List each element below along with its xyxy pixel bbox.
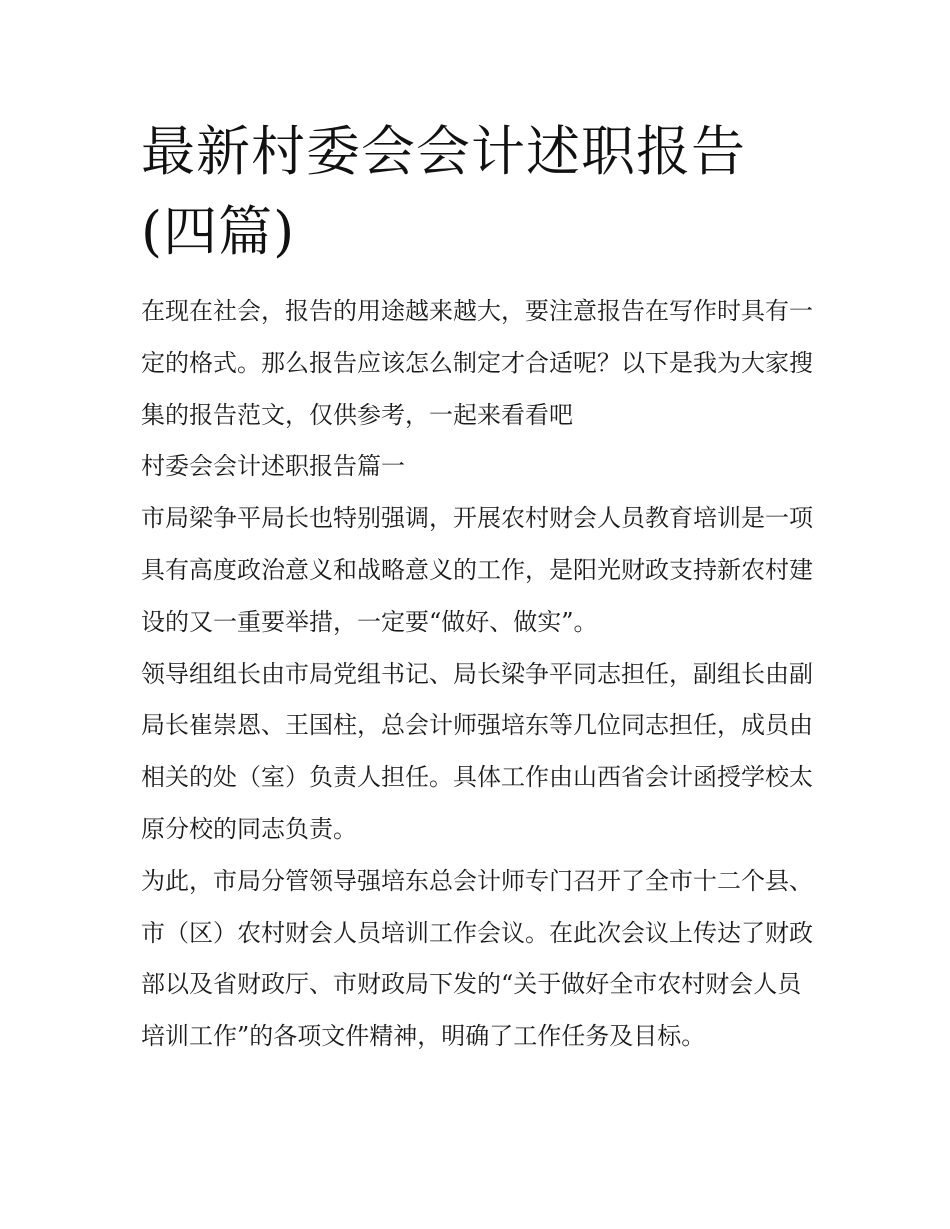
body-paragraph: 市局梁争平局长也特别强调，开展农村财会人员教育培训是一项具有高度政治意义和战略意义的工作，是阳光财政支持新农村建设的又一重要举措，一定要“做好、做实”。 — [141, 504, 813, 636]
intro-paragraph: 在现在社会，报告的用途越来越大，要注意报告在写作时具有一定的格式。那么报告应该怎么制定才合适呢？以下是我为大家搜集的报告范文，仅供参考，一起来看看吧 — [141, 297, 813, 429]
document-title: 最新村委会会计述职报告(四篇) — [141, 120, 746, 263]
body-paragraph: 为此，市局分管领导强培东总会计师专门召开了全市十二个县、市（区）农村财会人员培训工作会议。在此次会议上传达了财政部以及省财政厅、市财政局下发的“关于做好全市农村财会人员培训工作”的各项文件精神，明确了工作任务及目标。 — [141, 866, 813, 1051]
body-paragraph: 领导组组长由市局党组书记、局长梁争平同志担任，副组长由副局长崔崇恩、王国柱，总会计师强培东等几位同志担任，成员由相关的处（室）负责人担任。具体工作由山西省会计函授学校太原分校的同志负责。 — [141, 659, 813, 843]
section-heading: 村委会会计述职报告篇一 — [141, 452, 405, 481]
document-body — [141, 112, 813, 1063]
